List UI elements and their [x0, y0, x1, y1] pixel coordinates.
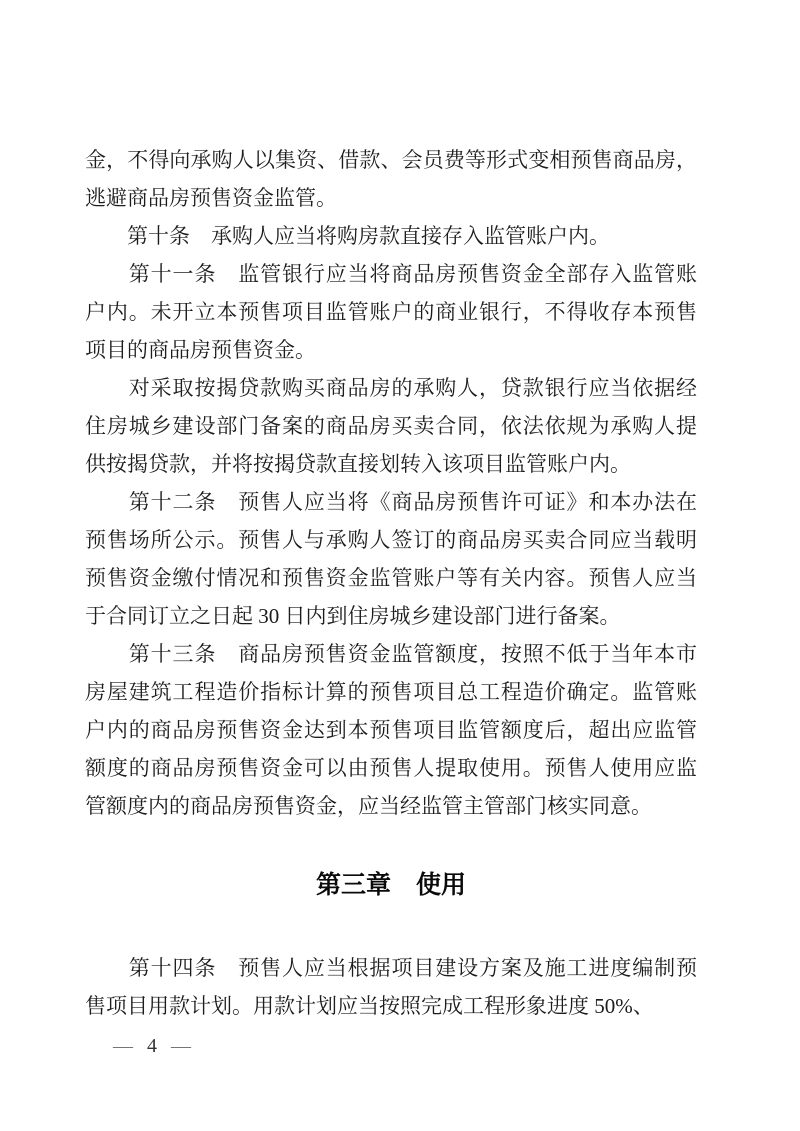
chapter-heading: 第三章 使用 [315, 871, 466, 899]
text-line: 对采取按揭贷款购买商品房的承购人，贷款银行应当依据经 [85, 376, 697, 400]
text-line: 第十一条 监管银行应当将商品房预售资金全部存入监管账 [85, 262, 697, 286]
text-line: 预售资金缴付情况和预售资金监管账户等有关内容。预售人应当 [85, 566, 697, 590]
text-line: 额度的商品房预售资金可以由预售人提取使用。预售人使用应监 [85, 756, 697, 780]
text-line: 项目的商品房预售资金。 [85, 338, 316, 362]
text-line: 逃避商品房预售资金监管。 [85, 186, 337, 210]
paragraph-article-12 [85, 483, 697, 635]
text-line: 金，不得向承购人以集资、借款、会员费等形式变相预售商品房， [85, 148, 697, 172]
text-line: 于合同订立之日起 30 日内到住房城乡建设部门进行备案。 [85, 604, 621, 628]
paragraph-article-11 [85, 255, 697, 369]
text-line: 管额度内的商品房预售资金，应当经监管主管部门核实同意。 [85, 794, 652, 818]
paragraph-article-13 [85, 635, 697, 825]
paragraph-article-10 [85, 217, 697, 255]
body-text-column [85, 141, 697, 1058]
text-line: 房屋建筑工程造价指标计算的预售项目总工程造价确定。监管账 [85, 680, 697, 704]
text-line: 预售场所公示。预售人与承购人签订的商品房买卖合同应当载明 [85, 528, 697, 552]
paragraph-article-14 [85, 949, 697, 1025]
text-line: 第十四条 预售人应当根据项目建设方案及施工进度编制预 [85, 956, 697, 980]
paragraph-article-11-mortgage [85, 369, 697, 483]
text-line: 售项目用款计划。用款计划应当按照完成工程形象进度 50%、 [85, 994, 654, 1018]
text-line: 户内。未开立本预售项目监管账户的商业银行，不得收存本预售 [85, 300, 697, 324]
text-line: 第十三条 商品房预售资金监管额度，按照不低于当年本市 [85, 642, 697, 666]
text-line: 住房城乡建设部门备案的商品房买卖合同，依法依规为承购人提 [85, 414, 697, 438]
text-line: 户内的商品房预售资金达到本预售项目监管额度后，超出应监管 [85, 718, 697, 742]
footer-left-dash: — [113, 1035, 133, 1057]
page-number: 4 [147, 1035, 157, 1057]
footer-right-dash: — [171, 1035, 191, 1057]
text-line: 供按揭贷款，并将按揭贷款直接划转入该项目监管账户内。 [85, 452, 631, 476]
text-line: 第十二条 预售人应当将《商品房预售许可证》和本办法在 [85, 490, 697, 514]
text-line: 第十条 承购人应当将购房款直接存入监管账户内。 [85, 224, 610, 248]
page-footer [113, 1034, 697, 1058]
paragraph-continuation [85, 141, 697, 217]
